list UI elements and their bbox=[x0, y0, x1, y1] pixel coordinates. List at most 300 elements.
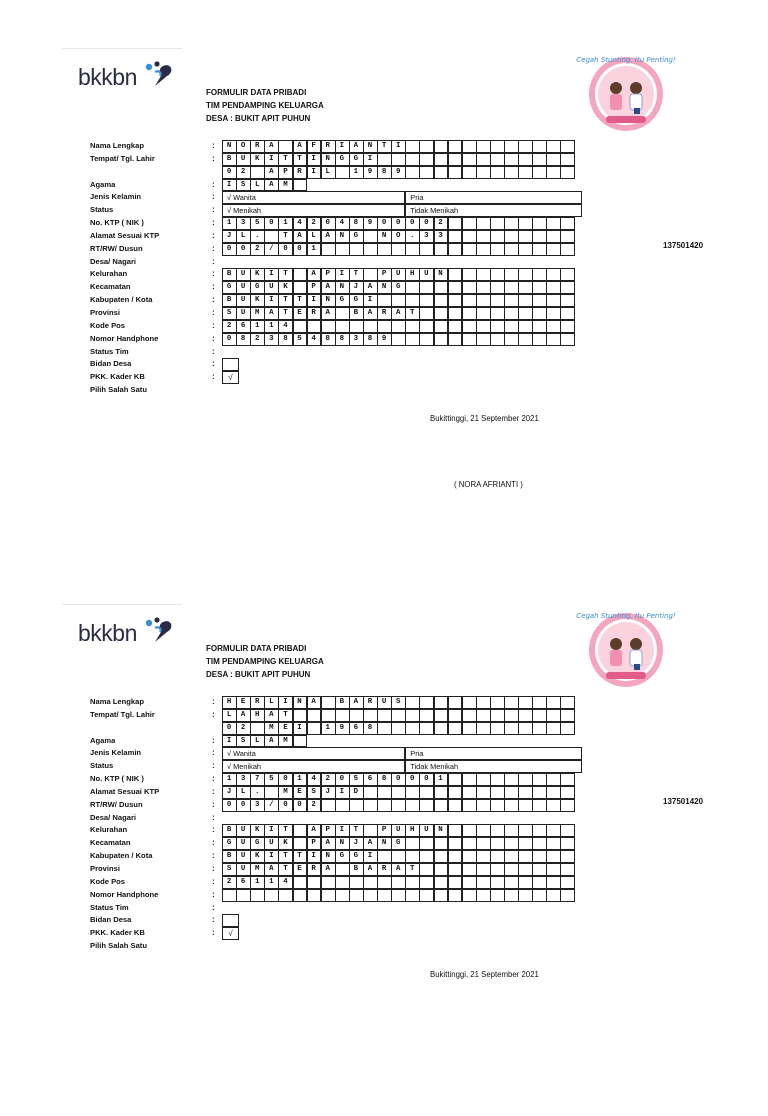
letter-cell[interactable] bbox=[321, 799, 336, 812]
status-option[interactable]: Tidak Menikah bbox=[405, 760, 582, 773]
letter-cell[interactable] bbox=[532, 850, 547, 863]
letter-cell[interactable] bbox=[490, 268, 505, 281]
letter-cell[interactable] bbox=[419, 722, 434, 735]
letter-cell[interactable] bbox=[518, 786, 533, 799]
gender-option-selected[interactable]: √ Wanita bbox=[222, 191, 405, 204]
letter-cell[interactable] bbox=[405, 153, 420, 166]
letter-cell[interactable] bbox=[476, 709, 491, 722]
letter-cell[interactable] bbox=[518, 153, 533, 166]
letter-cell[interactable] bbox=[448, 320, 463, 333]
letter-cell[interactable] bbox=[448, 709, 463, 722]
letter-cell[interactable] bbox=[518, 230, 533, 243]
letter-cell[interactable] bbox=[560, 709, 575, 722]
letter-cell[interactable] bbox=[518, 320, 533, 333]
letter-cell[interactable] bbox=[532, 773, 547, 786]
letter-cell[interactable] bbox=[434, 863, 449, 876]
letter-cell[interactable] bbox=[476, 281, 491, 294]
letter-cell[interactable] bbox=[518, 722, 533, 735]
letter-cell[interactable] bbox=[434, 696, 449, 709]
letter-cell[interactable] bbox=[490, 696, 505, 709]
letter-cell[interactable] bbox=[560, 268, 575, 281]
letter-cell[interactable] bbox=[560, 876, 575, 889]
letter-cell[interactable] bbox=[377, 876, 392, 889]
letter-cell[interactable] bbox=[476, 333, 491, 346]
letter-cell[interactable] bbox=[462, 230, 477, 243]
letter-cell[interactable] bbox=[560, 773, 575, 786]
letter-cell[interactable] bbox=[419, 889, 434, 902]
letter-cell[interactable] bbox=[476, 837, 491, 850]
letter-cell[interactable] bbox=[490, 850, 505, 863]
letter-cell[interactable] bbox=[462, 786, 477, 799]
pkk-kader-checkbox[interactable]: √ bbox=[222, 371, 239, 384]
letter-cell[interactable] bbox=[504, 786, 519, 799]
letter-cell[interactable] bbox=[546, 889, 561, 902]
letter-cell[interactable] bbox=[490, 863, 505, 876]
letter-cell[interactable] bbox=[335, 876, 350, 889]
letter-cell[interactable] bbox=[349, 876, 364, 889]
letter-cell[interactable] bbox=[434, 799, 449, 812]
letter-cell[interactable] bbox=[560, 696, 575, 709]
letter-cell[interactable] bbox=[546, 140, 561, 153]
letter-cell[interactable] bbox=[419, 153, 434, 166]
letter-cell[interactable] bbox=[349, 799, 364, 812]
letter-cell[interactable] bbox=[532, 320, 547, 333]
letter-cell[interactable] bbox=[462, 850, 477, 863]
letter-cell[interactable] bbox=[476, 268, 491, 281]
letter-cell[interactable] bbox=[307, 320, 322, 333]
letter-cell[interactable] bbox=[546, 850, 561, 863]
letter-cell[interactable] bbox=[321, 709, 336, 722]
letter-cell[interactable] bbox=[236, 889, 251, 902]
letter-cell[interactable] bbox=[419, 166, 434, 179]
letter-cell[interactable] bbox=[448, 307, 463, 320]
letter-cell[interactable] bbox=[293, 320, 308, 333]
letter-cell[interactable] bbox=[532, 140, 547, 153]
letter-cell[interactable] bbox=[434, 709, 449, 722]
letter-cell[interactable] bbox=[546, 786, 561, 799]
letter-cell[interactable] bbox=[349, 889, 364, 902]
letter-cell[interactable] bbox=[546, 333, 561, 346]
letter-cell[interactable] bbox=[462, 773, 477, 786]
letter-cell[interactable] bbox=[419, 696, 434, 709]
letter-cell[interactable] bbox=[504, 837, 519, 850]
letter-cell[interactable] bbox=[363, 709, 378, 722]
letter-cell[interactable] bbox=[391, 153, 406, 166]
letter-cell[interactable] bbox=[349, 320, 364, 333]
letter-cell[interactable] bbox=[434, 837, 449, 850]
letter-cell[interactable] bbox=[222, 889, 237, 902]
letter-cell[interactable] bbox=[532, 786, 547, 799]
letter-cell[interactable] bbox=[462, 166, 477, 179]
letter-cell[interactable] bbox=[405, 799, 420, 812]
letter-cell[interactable] bbox=[419, 243, 434, 256]
letter-cell[interactable] bbox=[448, 268, 463, 281]
letter-cell[interactable] bbox=[293, 179, 308, 192]
letter-cell[interactable] bbox=[419, 863, 434, 876]
letter-cell[interactable] bbox=[546, 799, 561, 812]
letter-cell[interactable] bbox=[448, 799, 463, 812]
letter-cell[interactable] bbox=[560, 320, 575, 333]
letter-cell[interactable] bbox=[434, 876, 449, 889]
letter-cell[interactable] bbox=[434, 320, 449, 333]
letter-cell[interactable] bbox=[546, 696, 561, 709]
letter-cell[interactable] bbox=[321, 889, 336, 902]
letter-cell[interactable] bbox=[391, 799, 406, 812]
letter-cell[interactable] bbox=[363, 243, 378, 256]
letter-cell[interactable] bbox=[434, 281, 449, 294]
letter-cell[interactable] bbox=[405, 696, 420, 709]
letter-cell[interactable] bbox=[504, 140, 519, 153]
letter-cell[interactable] bbox=[518, 243, 533, 256]
letter-cell[interactable] bbox=[560, 863, 575, 876]
letter-cell[interactable] bbox=[560, 889, 575, 902]
letter-cell[interactable] bbox=[462, 217, 477, 230]
letter-cell[interactable] bbox=[462, 696, 477, 709]
letter-cell[interactable] bbox=[448, 876, 463, 889]
letter-cell[interactable] bbox=[419, 333, 434, 346]
letter-cell[interactable] bbox=[560, 140, 575, 153]
letter-cell[interactable] bbox=[532, 268, 547, 281]
letter-cell[interactable] bbox=[391, 709, 406, 722]
letter-cell[interactable] bbox=[560, 217, 575, 230]
letter-cell[interactable] bbox=[448, 243, 463, 256]
letter-cell[interactable] bbox=[490, 837, 505, 850]
letter-cell[interactable] bbox=[504, 281, 519, 294]
letter-cell[interactable] bbox=[434, 166, 449, 179]
letter-cell[interactable] bbox=[476, 217, 491, 230]
letter-cell[interactable] bbox=[532, 696, 547, 709]
letter-cell[interactable] bbox=[321, 876, 336, 889]
letter-cell[interactable] bbox=[405, 786, 420, 799]
letter-cell[interactable] bbox=[532, 166, 547, 179]
letter-cell[interactable] bbox=[532, 294, 547, 307]
letter-cell[interactable] bbox=[462, 140, 477, 153]
letter-cell[interactable] bbox=[490, 230, 505, 243]
letter-cell[interactable] bbox=[419, 786, 434, 799]
letter-cell[interactable] bbox=[377, 320, 392, 333]
letter-cell[interactable] bbox=[377, 153, 392, 166]
letter-cell[interactable] bbox=[560, 294, 575, 307]
letter-cell[interactable] bbox=[307, 889, 322, 902]
letter-cell[interactable] bbox=[490, 294, 505, 307]
letter-cell[interactable] bbox=[518, 824, 533, 837]
letter-cell[interactable] bbox=[462, 153, 477, 166]
letter-cell[interactable] bbox=[518, 166, 533, 179]
letter-cell[interactable] bbox=[377, 786, 392, 799]
letter-cell[interactable] bbox=[560, 243, 575, 256]
letter-cell[interactable] bbox=[391, 333, 406, 346]
letter-cell[interactable] bbox=[476, 153, 491, 166]
letter-cell[interactable] bbox=[462, 294, 477, 307]
letter-cell[interactable] bbox=[434, 153, 449, 166]
letter-cell[interactable] bbox=[504, 307, 519, 320]
letter-cell[interactable] bbox=[546, 243, 561, 256]
letter-cell[interactable] bbox=[490, 140, 505, 153]
letter-cell[interactable] bbox=[448, 166, 463, 179]
letter-cell[interactable] bbox=[405, 850, 420, 863]
letter-cell[interactable] bbox=[546, 320, 561, 333]
letter-cell[interactable] bbox=[546, 863, 561, 876]
letter-cell[interactable] bbox=[518, 333, 533, 346]
letter-cell[interactable] bbox=[518, 294, 533, 307]
letter-cell[interactable] bbox=[448, 333, 463, 346]
letter-cell[interactable] bbox=[448, 889, 463, 902]
letter-cell[interactable] bbox=[546, 876, 561, 889]
letter-cell[interactable] bbox=[462, 320, 477, 333]
letter-cell[interactable] bbox=[490, 824, 505, 837]
letter-cell[interactable] bbox=[518, 876, 533, 889]
letter-cell[interactable] bbox=[434, 333, 449, 346]
letter-cell[interactable] bbox=[293, 709, 308, 722]
letter-cell[interactable] bbox=[490, 333, 505, 346]
letter-cell[interactable] bbox=[293, 889, 308, 902]
letter-cell[interactable] bbox=[476, 166, 491, 179]
letter-cell[interactable] bbox=[490, 320, 505, 333]
letter-cell[interactable] bbox=[490, 876, 505, 889]
letter-cell[interactable] bbox=[532, 799, 547, 812]
letter-cell[interactable] bbox=[504, 230, 519, 243]
letter-cell[interactable] bbox=[462, 307, 477, 320]
letter-cell[interactable] bbox=[476, 230, 491, 243]
letter-cell[interactable] bbox=[476, 773, 491, 786]
letter-cell[interactable] bbox=[504, 722, 519, 735]
letter-cell[interactable] bbox=[391, 320, 406, 333]
letter-cell[interactable] bbox=[518, 837, 533, 850]
letter-cell[interactable] bbox=[448, 863, 463, 876]
letter-cell[interactable] bbox=[462, 889, 477, 902]
letter-cell[interactable] bbox=[504, 166, 519, 179]
letter-cell[interactable] bbox=[518, 217, 533, 230]
letter-cell[interactable] bbox=[546, 773, 561, 786]
letter-cell[interactable] bbox=[462, 863, 477, 876]
letter-cell[interactable] bbox=[434, 722, 449, 735]
letter-cell[interactable] bbox=[476, 696, 491, 709]
letter-cell[interactable] bbox=[490, 307, 505, 320]
status-option-selected[interactable]: √ Menikah bbox=[222, 760, 405, 773]
letter-cell[interactable] bbox=[532, 333, 547, 346]
letter-cell[interactable] bbox=[363, 876, 378, 889]
letter-cell[interactable] bbox=[560, 786, 575, 799]
letter-cell[interactable] bbox=[405, 889, 420, 902]
letter-cell[interactable] bbox=[307, 709, 322, 722]
bidan-desa-checkbox[interactable] bbox=[222, 914, 239, 927]
letter-cell[interactable] bbox=[490, 722, 505, 735]
letter-cell[interactable] bbox=[546, 307, 561, 320]
letter-cell[interactable] bbox=[490, 773, 505, 786]
letter-cell[interactable] bbox=[391, 243, 406, 256]
letter-cell[interactable] bbox=[504, 153, 519, 166]
letter-cell[interactable] bbox=[546, 722, 561, 735]
letter-cell[interactable] bbox=[462, 876, 477, 889]
letter-cell[interactable] bbox=[419, 799, 434, 812]
letter-cell[interactable] bbox=[476, 722, 491, 735]
letter-cell[interactable] bbox=[264, 889, 279, 902]
letter-cell[interactable] bbox=[476, 850, 491, 863]
letter-cell[interactable] bbox=[448, 773, 463, 786]
letter-cell[interactable] bbox=[490, 709, 505, 722]
letter-cell[interactable] bbox=[448, 294, 463, 307]
letter-cell[interactable] bbox=[504, 799, 519, 812]
letter-cell[interactable] bbox=[532, 307, 547, 320]
letter-cell[interactable] bbox=[476, 824, 491, 837]
letter-cell[interactable] bbox=[448, 824, 463, 837]
letter-cell[interactable] bbox=[448, 850, 463, 863]
letter-cell[interactable] bbox=[546, 824, 561, 837]
letter-cell[interactable] bbox=[560, 281, 575, 294]
letter-cell[interactable] bbox=[476, 889, 491, 902]
letter-cell[interactable] bbox=[293, 735, 308, 748]
letter-cell[interactable] bbox=[546, 294, 561, 307]
letter-cell[interactable] bbox=[363, 786, 378, 799]
letter-cell[interactable] bbox=[363, 320, 378, 333]
letter-cell[interactable] bbox=[518, 281, 533, 294]
letter-cell[interactable] bbox=[504, 217, 519, 230]
letter-cell[interactable] bbox=[546, 230, 561, 243]
letter-cell[interactable] bbox=[321, 320, 336, 333]
letter-cell[interactable] bbox=[560, 850, 575, 863]
letter-cell[interactable] bbox=[377, 709, 392, 722]
letter-cell[interactable] bbox=[434, 294, 449, 307]
letter-cell[interactable] bbox=[532, 863, 547, 876]
letter-cell[interactable] bbox=[363, 889, 378, 902]
letter-cell[interactable] bbox=[490, 166, 505, 179]
letter-cell[interactable] bbox=[434, 307, 449, 320]
letter-cell[interactable] bbox=[377, 850, 392, 863]
letter-cell[interactable] bbox=[476, 140, 491, 153]
letter-cell[interactable] bbox=[532, 876, 547, 889]
letter-cell[interactable] bbox=[391, 722, 406, 735]
letter-cell[interactable] bbox=[490, 799, 505, 812]
letter-cell[interactable] bbox=[335, 709, 350, 722]
letter-cell[interactable] bbox=[546, 268, 561, 281]
letter-cell[interactable] bbox=[448, 140, 463, 153]
letter-cell[interactable] bbox=[462, 722, 477, 735]
letter-cell[interactable] bbox=[405, 320, 420, 333]
letter-cell[interactable] bbox=[462, 709, 477, 722]
letter-cell[interactable] bbox=[490, 281, 505, 294]
letter-cell[interactable] bbox=[335, 243, 350, 256]
letter-cell[interactable] bbox=[419, 850, 434, 863]
letter-cell[interactable] bbox=[377, 799, 392, 812]
letter-cell[interactable] bbox=[518, 799, 533, 812]
letter-cell[interactable] bbox=[391, 850, 406, 863]
letter-cell[interactable] bbox=[476, 863, 491, 876]
letter-cell[interactable] bbox=[518, 850, 533, 863]
letter-cell[interactable] bbox=[532, 837, 547, 850]
letter-cell[interactable] bbox=[405, 837, 420, 850]
letter-cell[interactable] bbox=[490, 889, 505, 902]
letter-cell[interactable] bbox=[419, 320, 434, 333]
letter-cell[interactable] bbox=[448, 281, 463, 294]
letter-cell[interactable] bbox=[490, 243, 505, 256]
letter-cell[interactable] bbox=[476, 799, 491, 812]
letter-cell[interactable] bbox=[504, 320, 519, 333]
status-option-selected[interactable]: √ Menikah bbox=[222, 204, 405, 217]
letter-cell[interactable] bbox=[405, 243, 420, 256]
letter-cell[interactable] bbox=[434, 850, 449, 863]
letter-cell[interactable] bbox=[335, 320, 350, 333]
letter-cell[interactable] bbox=[518, 773, 533, 786]
letter-cell[interactable] bbox=[405, 294, 420, 307]
letter-cell[interactable] bbox=[462, 837, 477, 850]
letter-cell[interactable] bbox=[448, 217, 463, 230]
letter-cell[interactable] bbox=[518, 889, 533, 902]
letter-cell[interactable] bbox=[448, 837, 463, 850]
letter-cell[interactable] bbox=[532, 153, 547, 166]
letter-cell[interactable] bbox=[419, 281, 434, 294]
letter-cell[interactable] bbox=[560, 307, 575, 320]
letter-cell[interactable] bbox=[504, 773, 519, 786]
letter-cell[interactable] bbox=[419, 709, 434, 722]
letter-cell[interactable] bbox=[377, 722, 392, 735]
gender-option[interactable]: Pria bbox=[405, 191, 582, 204]
letter-cell[interactable] bbox=[490, 786, 505, 799]
letter-cell[interactable] bbox=[434, 889, 449, 902]
letter-cell[interactable] bbox=[546, 837, 561, 850]
letter-cell[interactable] bbox=[532, 722, 547, 735]
letter-cell[interactable] bbox=[504, 294, 519, 307]
letter-cell[interactable] bbox=[462, 824, 477, 837]
letter-cell[interactable] bbox=[490, 153, 505, 166]
letter-cell[interactable] bbox=[546, 709, 561, 722]
letter-cell[interactable] bbox=[250, 889, 265, 902]
letter-cell[interactable] bbox=[377, 889, 392, 902]
letter-cell[interactable] bbox=[391, 786, 406, 799]
letter-cell[interactable] bbox=[405, 876, 420, 889]
gender-option-selected[interactable]: √ Wanita bbox=[222, 747, 405, 760]
letter-cell[interactable] bbox=[419, 876, 434, 889]
letter-cell[interactable] bbox=[391, 294, 406, 307]
letter-cell[interactable] bbox=[476, 307, 491, 320]
letter-cell[interactable] bbox=[278, 889, 293, 902]
letter-cell[interactable] bbox=[560, 799, 575, 812]
letter-cell[interactable] bbox=[448, 153, 463, 166]
letter-cell[interactable] bbox=[419, 837, 434, 850]
letter-cell[interactable] bbox=[419, 307, 434, 320]
letter-cell[interactable] bbox=[405, 722, 420, 735]
letter-cell[interactable] bbox=[546, 217, 561, 230]
letter-cell[interactable] bbox=[335, 799, 350, 812]
letter-cell[interactable] bbox=[462, 268, 477, 281]
letter-cell[interactable] bbox=[293, 876, 308, 889]
letter-cell[interactable] bbox=[434, 786, 449, 799]
letter-cell[interactable] bbox=[546, 281, 561, 294]
letter-cell[interactable] bbox=[518, 268, 533, 281]
letter-cell[interactable] bbox=[476, 294, 491, 307]
letter-cell[interactable] bbox=[518, 140, 533, 153]
status-option[interactable]: Tidak Menikah bbox=[405, 204, 582, 217]
letter-cell[interactable] bbox=[560, 153, 575, 166]
letter-cell[interactable] bbox=[532, 243, 547, 256]
letter-cell[interactable] bbox=[419, 140, 434, 153]
letter-cell[interactable] bbox=[504, 268, 519, 281]
letter-cell[interactable] bbox=[321, 243, 336, 256]
letter-cell[interactable] bbox=[405, 281, 420, 294]
letter-cell[interactable] bbox=[560, 333, 575, 346]
letter-cell[interactable] bbox=[504, 863, 519, 876]
letter-cell[interactable] bbox=[462, 799, 477, 812]
letter-cell[interactable] bbox=[307, 876, 322, 889]
letter-cell[interactable] bbox=[462, 281, 477, 294]
letter-cell[interactable] bbox=[448, 696, 463, 709]
letter-cell[interactable] bbox=[504, 243, 519, 256]
letter-cell[interactable] bbox=[532, 217, 547, 230]
letter-cell[interactable] bbox=[532, 281, 547, 294]
gender-option[interactable]: Pria bbox=[405, 747, 582, 760]
letter-cell[interactable] bbox=[377, 294, 392, 307]
letter-cell[interactable] bbox=[419, 294, 434, 307]
letter-cell[interactable] bbox=[462, 243, 477, 256]
